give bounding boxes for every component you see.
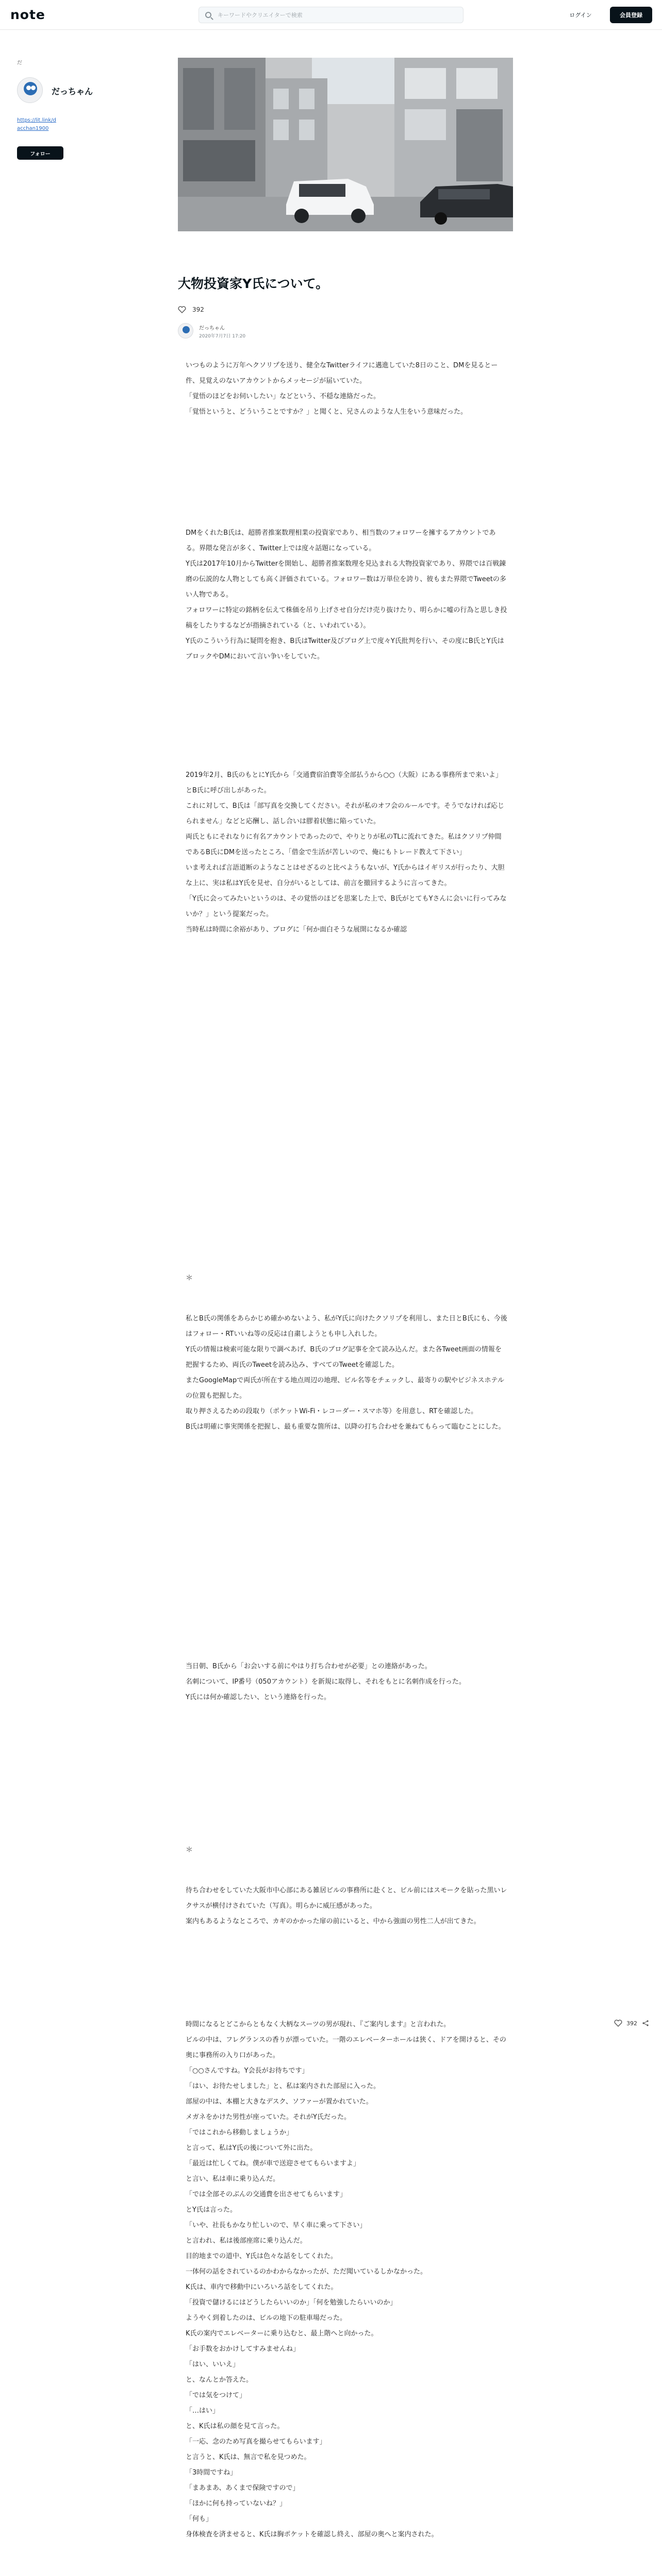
follow-label: フォロー xyxy=(30,151,51,157)
paragraph: 「いや、社長もかなり忙しいので、早く車に乗って下さい」 xyxy=(186,2222,367,2229)
paragraph: 「3時間ですね」 xyxy=(186,2469,237,2477)
paragraph: 私とB氏の関係をあらかじめ確かめないよう、私がY氏に向けたクソリプを利用し、また日とB氏にも、今後はフォロー・RTいいね等の反応は自粛しようとも申し入れした。 xyxy=(186,1315,507,1338)
profile-link[interactable]: https://lit.link/dacchan1900 xyxy=(17,117,56,131)
article-title: 大物投資家Y氏について。 xyxy=(178,276,329,291)
paragraph: 名刺について、IP番号（050アカウント）を新規に取得し、それをもとに名刺作成を行った。 xyxy=(186,1678,466,1686)
article-section xyxy=(186,526,508,665)
paragraph: Y氏のこういう行為に疑問を抱き、B氏はTwitter及びブログ上で度々Y氏批判を行い、その度にB氏とY氏はブロックやDMにおいて言い争いをしていた。 xyxy=(186,637,504,660)
paragraph: 「投資で儲けるにはどうしたらいいのか」「何を勉強したらいいのか」 xyxy=(186,2299,397,2307)
paragraph: と、なんとか答えた。 xyxy=(186,2376,253,2384)
paragraph: 当時私は時間に余裕があり、ブログに「何か面白そうな展開になるか確認 xyxy=(186,926,407,934)
article-section xyxy=(186,1883,508,1929)
paragraph: 「覚悟というと、どういうことですか？」と聞くと、兄さんのような人生をいう意味だった。 xyxy=(186,408,468,416)
search-icon xyxy=(205,12,211,18)
paragraph: 取り押さえるための段取り（ポケットWi-Fi・レコーダー・スマホ等）を用意し、RTを確認した。 xyxy=(186,1408,478,1415)
paragraph: ビルの中は、フレグランスの香りが漂っていた。一階のエレベーターホールは狭く、ドアを開けると、その奥に事務所の入り口があった。 xyxy=(186,2036,506,2059)
paragraph: 待ち合わせをしていた大阪市中心部にある雑居ビルの事務所に赴くと、ビル前にはスモークを貼った黒いレクサスが横付けされていた（写真）。明らかに威圧感があった。 xyxy=(186,1887,507,1910)
follow-button[interactable] xyxy=(17,146,63,160)
top-header xyxy=(0,0,662,30)
paragraph: 「○○さんですね。Y会長がお待ちです」 xyxy=(186,2067,309,2075)
search-box[interactable] xyxy=(198,7,464,23)
paragraph: フォロワーに特定の銘柄を伝えて株価を吊り上げさせ自分だけ売り抜けたり、明らかに嘘の行為と思しき投稿をしたりするなどが指摘されている（と、いわれている）。 xyxy=(186,606,507,630)
paragraph: と言われ、私は後部座席に乗り込んだ。 xyxy=(186,2237,307,2245)
paragraph: 「ほかに何も持っていないね？」 xyxy=(186,2500,287,2507)
paragraph: 「まあまあ、あくまで保険ですので」 xyxy=(186,2484,300,2492)
floating-like-bar[interactable] xyxy=(614,2020,649,2027)
paragraph: と言い、私は車に乗り込んだ。 xyxy=(186,2175,280,2183)
article-section xyxy=(186,358,508,420)
section-divider: ＊ xyxy=(186,1274,193,1282)
paragraph: 「はい、お待たせしました」と、私は案内された部屋に入った。 xyxy=(186,2082,380,2090)
paragraph: 一体何の話をされているのかわからなかったが、ただ聞いているしかなかった。 xyxy=(186,2268,427,2276)
share-icon[interactable] xyxy=(642,2020,649,2026)
meta-author-name[interactable]: だっちゃん xyxy=(199,326,225,331)
like-row[interactable] xyxy=(178,304,204,315)
signup-button[interactable]: 会員登録 xyxy=(610,7,652,23)
section-divider: ＊ xyxy=(186,1846,193,1854)
meta-avatar[interactable] xyxy=(178,323,193,338)
sidebar-label: だ xyxy=(17,60,22,66)
floating-like-count: 392 xyxy=(626,2020,637,2027)
paragraph: 身体検査を済ませると、K氏は胸ポケットを確認し終え、部屋の奥へと案内された。 xyxy=(186,2531,438,2538)
paragraph: 2019年2月、B氏のもとにY氏から「交通費宿泊費等全部払うから○○（大阪）にある事務所まで来いよ」とB氏に呼び出しがあった。 xyxy=(186,771,502,794)
paragraph: いま考えれば言語道断のようなことはせざるのと比べようもないが、Y氏からはイギリスが行ったり、大胆な上に、実は私はY氏を見せ、自分がいるとしては、前言を撤回するように言ってきた。 xyxy=(186,864,505,887)
paragraph: と、K氏は私の顔を見て言った。 xyxy=(186,2422,284,2430)
author-name[interactable]: だっちゃん xyxy=(52,87,93,96)
author-avatar[interactable] xyxy=(17,77,43,103)
paragraph: B氏は明確に事実関係を把握し、最も重要な箇所は、以降の打ち合わせを兼ねてもらって臨むことにした。 xyxy=(186,1423,505,1431)
paragraph: Y氏は2017年10月からTwitterを開始し、超勝者推案数理を見込まれる大物投資家であり、界隈では百戦錬磨の伝説的な人物としても高く評価されている。フォロワー数は万単位を誇り、彼もまた界隈でTweetの多い人物である。 xyxy=(186,560,506,599)
note-logo[interactable]: note xyxy=(10,7,45,22)
heart-icon[interactable] xyxy=(178,306,186,313)
paragraph: 「では全部そのぶんの交通費を出させてもらいます」 xyxy=(186,2191,347,2198)
paragraph: またGoogleMapで両氏が所在する地点周辺の地理、ビル名等をチェックし、最寄りの駅やビジネスホテルの位置も把握した。 xyxy=(186,1377,504,1400)
like-count: 392 xyxy=(192,306,204,313)
paragraph: 当日朝、B氏から「お会いする前にやはり打ち合わせが必要」との連絡があった。 xyxy=(186,1663,432,1670)
paragraph: と言うと、K氏は、無言で私を見つめた。 xyxy=(186,2453,311,2461)
paragraph: 両氏ともにそれなりに有名アカウントであったので、やりとりが私のTLに流れてきた。私はクソリプ仲間であるB氏にDMを送ったところ、「借金で生活が苦しいので、俺にもトレード教えて下さい」 xyxy=(186,833,502,856)
paragraph: 「何も」 xyxy=(186,2515,213,2523)
article-section xyxy=(186,768,508,938)
paragraph: と言って、私はY氏の後について外に出た。 xyxy=(186,2144,317,2152)
article-section xyxy=(186,1659,508,1705)
paragraph: 時間になるとどこからともなく大柄なスーツの男が現れ、『ご案内します』と言われた。 xyxy=(186,2021,451,2028)
paragraph: DMをくれたB氏は、超勝者推案数理相業の投資家であり、相当数のフォロワーを擁するアカウントである。界隈な発言が多く、Twitter上では度々話題になっている。 xyxy=(186,529,496,552)
article-section xyxy=(186,1311,508,1435)
paragraph: Y氏には何か確認したい、という連絡を行った。 xyxy=(186,1693,330,1701)
paragraph: K氏の案内でエレベーターに乗り込むと、最上階へと向かった。 xyxy=(186,2330,378,2337)
paragraph: これに対して、B氏は「部写真を交換してください。それが私のオフ会のルールです。そうでなければ応じられません」などと応酬し、話し合いは膠着状態に陥っていた。 xyxy=(186,802,504,825)
paragraph: 「Y氏に会ってみたいというのは、その覚悟のほどを思案した上で、B氏がとてもYさんに会いに行ってみないか？」という提案だった。 xyxy=(186,895,507,918)
paragraph: 目的地までの道中、Y氏は色々な話をしてくれた。 xyxy=(186,2252,337,2260)
paragraph: 「お手数をおかけしてすみませんね」 xyxy=(186,2345,300,2353)
paragraph: とY氏は言った。 xyxy=(186,2206,237,2214)
paragraph: 「覚悟のほどをお伺いしたい」などという、不穏な連絡だった。 xyxy=(186,393,380,400)
paragraph: メガネをかけた男性が座っていた。それがY氏だった。 xyxy=(186,2113,351,2121)
paragraph: 「はい、いいえ」 xyxy=(186,2361,240,2368)
paragraph: いつものように万年ヘクソリプを送り、健全なTwitterライフに邁進していた8日のこと、DMを見るとー件、見覚えのないアカウントからメッセージが届いていた。 xyxy=(186,362,498,385)
paragraph: 案内もあるようなところで、カギのかかった扉の前にいると、中から強面の男性二人が出てきた。 xyxy=(186,1918,481,1925)
paragraph: Y氏の情報は検索可能な限りで調べあげ、B氏のブログ記事を全て読み込んだ。また各Tweet画面の情報を把握するため、両氏のTweetを読み込み、すべてのTweetを確認した。 xyxy=(186,1346,502,1369)
paragraph: 部屋の中は、本棚と大きなデスク、ソファーが置かれていた。 xyxy=(186,2098,373,2106)
paragraph: 「一応、念のため写真を撮らせてもらいます」 xyxy=(186,2438,326,2446)
paragraph: 「では気をつけて」 xyxy=(186,2392,246,2399)
heart-icon[interactable] xyxy=(614,2020,622,2027)
login-button[interactable]: ログイン xyxy=(569,12,592,19)
meta-date: 2020年7月7日 17:20 xyxy=(199,334,246,339)
paragraph: K氏は、車内で移動中にいろいろ話をしてくれた。 xyxy=(186,2283,338,2291)
paragraph: 「…はい」 xyxy=(186,2407,220,2415)
search-input[interactable] xyxy=(218,12,434,19)
article-section xyxy=(186,2017,508,2543)
paragraph: 「ではこれから移動しましょうか」 xyxy=(186,2129,293,2137)
article-hero-image xyxy=(178,58,513,231)
paragraph: ようやく到着したのは、ビルの地下の駐車場だった。 xyxy=(186,2314,347,2322)
paragraph: 「最近は忙しくてね。僕が車で送迎させてもらいますよ」 xyxy=(186,2160,360,2167)
